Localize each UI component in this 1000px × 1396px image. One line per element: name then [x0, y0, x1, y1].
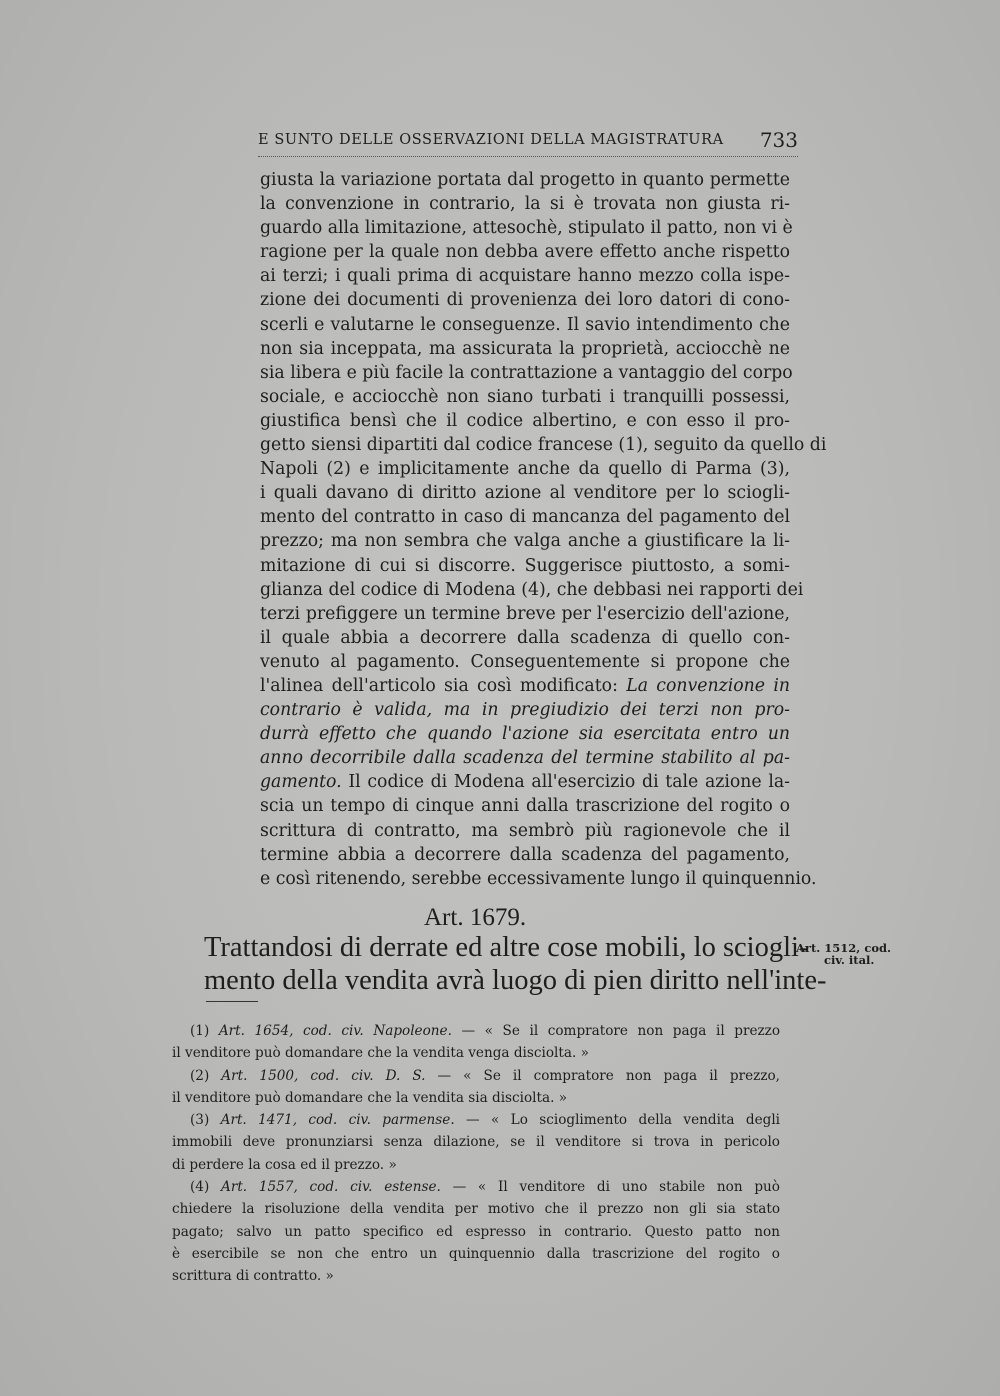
- text-line: glianza del codice di Modena (4), che debbasi nei rapporti dei: [260, 579, 804, 600]
- footnote-rule: [206, 1001, 258, 1002]
- text-line: Napoli (2) e implicitamente anche da quello di Parma (3),: [260, 459, 790, 480]
- text-line: termine abbia a decorrere dalla scadenza del pagamento,: [260, 844, 790, 865]
- text-line: giustifica bensì che il codice albertino, e con esso il pro-: [260, 410, 790, 431]
- footnote-2: [172, 1065, 780, 1087]
- footnote-marker: (4): [190, 1179, 222, 1196]
- text-line: scrittura di contratto, ma sembrò più ragionevole che il: [260, 820, 790, 841]
- footnote-3: [172, 1109, 780, 1131]
- footnote-text: — « Se il compratore non paga il prezzo: [451, 1023, 781, 1039]
- footnote-citation: Art. 1654, cod. civ. Napoleone.: [218, 1023, 452, 1039]
- text-line: ai terzi; i quali prima di acquistare hanno mezzo colla ispe-: [260, 266, 790, 287]
- footnote-line: il venditore può domandare che la vendita sia disciolta. »: [172, 1089, 568, 1106]
- proposed-text-line: anno decorribile dalla scadenza del termine stabilito al pa-: [260, 748, 790, 769]
- footnote-4: [172, 1176, 780, 1198]
- footnote-line: di perdere la cosa ed il prezzo. »: [172, 1156, 397, 1173]
- article-line: mento della vendita avrà luogo di pien diritto nell'inte-: [204, 965, 827, 996]
- footnote-line: è esercibile se non che entro un quinquennio dalla trascrizione del rogito o: [172, 1245, 780, 1262]
- text-line: mento del contratto in caso di mancanza del pagamento del: [260, 507, 790, 528]
- article-text: [204, 931, 827, 997]
- footnotes: [172, 1020, 780, 1288]
- margin-note-line: civ. ital.: [824, 953, 875, 967]
- footnote-marker: (3): [190, 1112, 221, 1129]
- page-number: 733: [759, 128, 798, 152]
- footnote-line: pagato; salvo un patto specifico ed espresso in contrario. Questo patto non: [172, 1223, 780, 1240]
- text-line: scia un tempo di cinque anni dalla trascrizione del rogito o: [260, 796, 790, 817]
- footnote-line: scrittura di contratto. »: [172, 1268, 334, 1285]
- text-line: non sia inceppata, ma assicurata la proprietà, acciocchè ne: [260, 338, 790, 359]
- text-line: giusta la variazione portata dal progetto in quanto permette: [260, 170, 790, 190]
- text-line: i quali davano di diritto azione al venditore per lo sciogli-: [260, 483, 790, 504]
- proposed-text: La convenzione in: [626, 675, 790, 696]
- running-title: E SUNTO DELLE OSSERVAZIONI DELLA MAGISTRATURA: [258, 132, 724, 148]
- footnote-1: [172, 1020, 780, 1042]
- footnote-marker: (2): [190, 1067, 222, 1084]
- footnote-citation: Art. 1471, cod. civ. parmense.: [220, 1112, 455, 1129]
- footnote-marker: (1): [190, 1023, 219, 1039]
- text-line: getto siensi dipartiti dal codice francese (1), seguito da quello di: [260, 435, 827, 456]
- text-line: mitazione di cui si discorre. Suggerisce piuttosto, a somi-: [260, 555, 790, 576]
- article-heading: Art. 1679.: [424, 904, 527, 931]
- margin-note: [796, 942, 906, 966]
- text-line: terzi prefiggere un termine breve per l'esercizio dell'azione,: [260, 603, 790, 624]
- footnote-line: chiedere la risoluzione della vendita per motivo che il prezzo non gli sia stato: [172, 1201, 780, 1218]
- footnote-citation: Art. 1500, cod. civ. D. S.: [221, 1067, 426, 1084]
- proposed-text-line: durrà effetto che quando l'azione sia esercitata entro un: [260, 724, 790, 745]
- text-line: zione dei documenti di provenienza dei loro datori di cono-: [260, 290, 790, 311]
- footnote-text: — « Se il compratore non paga il prezzo,: [425, 1067, 780, 1084]
- text-line: [260, 674, 790, 698]
- article-line: Trattandosi di derrate ed altre cose mobili, lo sciogli-: [204, 932, 809, 963]
- margin-note-line: Art. 1512, cod.: [796, 941, 892, 955]
- footnote-line: immobili deve pronunziarsi senza dilazione, se il venditore si trova in pericolo: [172, 1134, 780, 1151]
- proposed-text: gamento.: [260, 772, 342, 793]
- main-text: [260, 168, 827, 891]
- text-normal: l'alinea dell'articolo sia così modificato:: [260, 675, 627, 696]
- footnote-text: — « Il venditore di uno stabile non può: [440, 1179, 780, 1196]
- text-line: il quale abbia a decorrere dalla scadenza di quello con-: [260, 627, 790, 648]
- proposed-text-line: contrario è valida, ma in pregiudizio dei terzi non pro-: [260, 700, 790, 721]
- text-line: sociale, e acciocchè non siano turbati i tranquilli possessi,: [260, 386, 790, 407]
- text-line: guardo alla limitazione, attesochè, stipulato il patto, non vi è: [260, 218, 793, 239]
- page-header: [258, 128, 798, 157]
- text-line: la convenzione in contrario, la si è trovata non giusta ri-: [260, 194, 790, 215]
- text-line: prezzo; ma non sembra che valga anche a giustificare la li-: [260, 531, 790, 552]
- text-line: scerli e valutarne le conseguenze. Il savio intendimento che: [260, 314, 790, 335]
- footnote-text: — « Lo scioglimento della vendita degli: [454, 1112, 781, 1129]
- text-line: sia libera e più facile la contrattazione a vantaggio del corpo: [260, 362, 793, 383]
- footnote-line: il venditore può domandare che la vendita venga disciolta. »: [172, 1045, 589, 1062]
- text-line: e così ritenendo, serebbe eccessivamente lungo il quinquennio.: [260, 868, 817, 889]
- text-line: [260, 770, 790, 794]
- text-line: ragione per la quale non debba avere effetto anche rispetto: [260, 242, 790, 263]
- footnote-citation: Art. 1557, cod. civ. estense.: [221, 1179, 441, 1196]
- text-normal: Il codice di Modena all'esercizio di tale azione la-: [341, 772, 790, 793]
- text-line: venuto al pagamento. Conseguentemente si propone che: [260, 651, 790, 672]
